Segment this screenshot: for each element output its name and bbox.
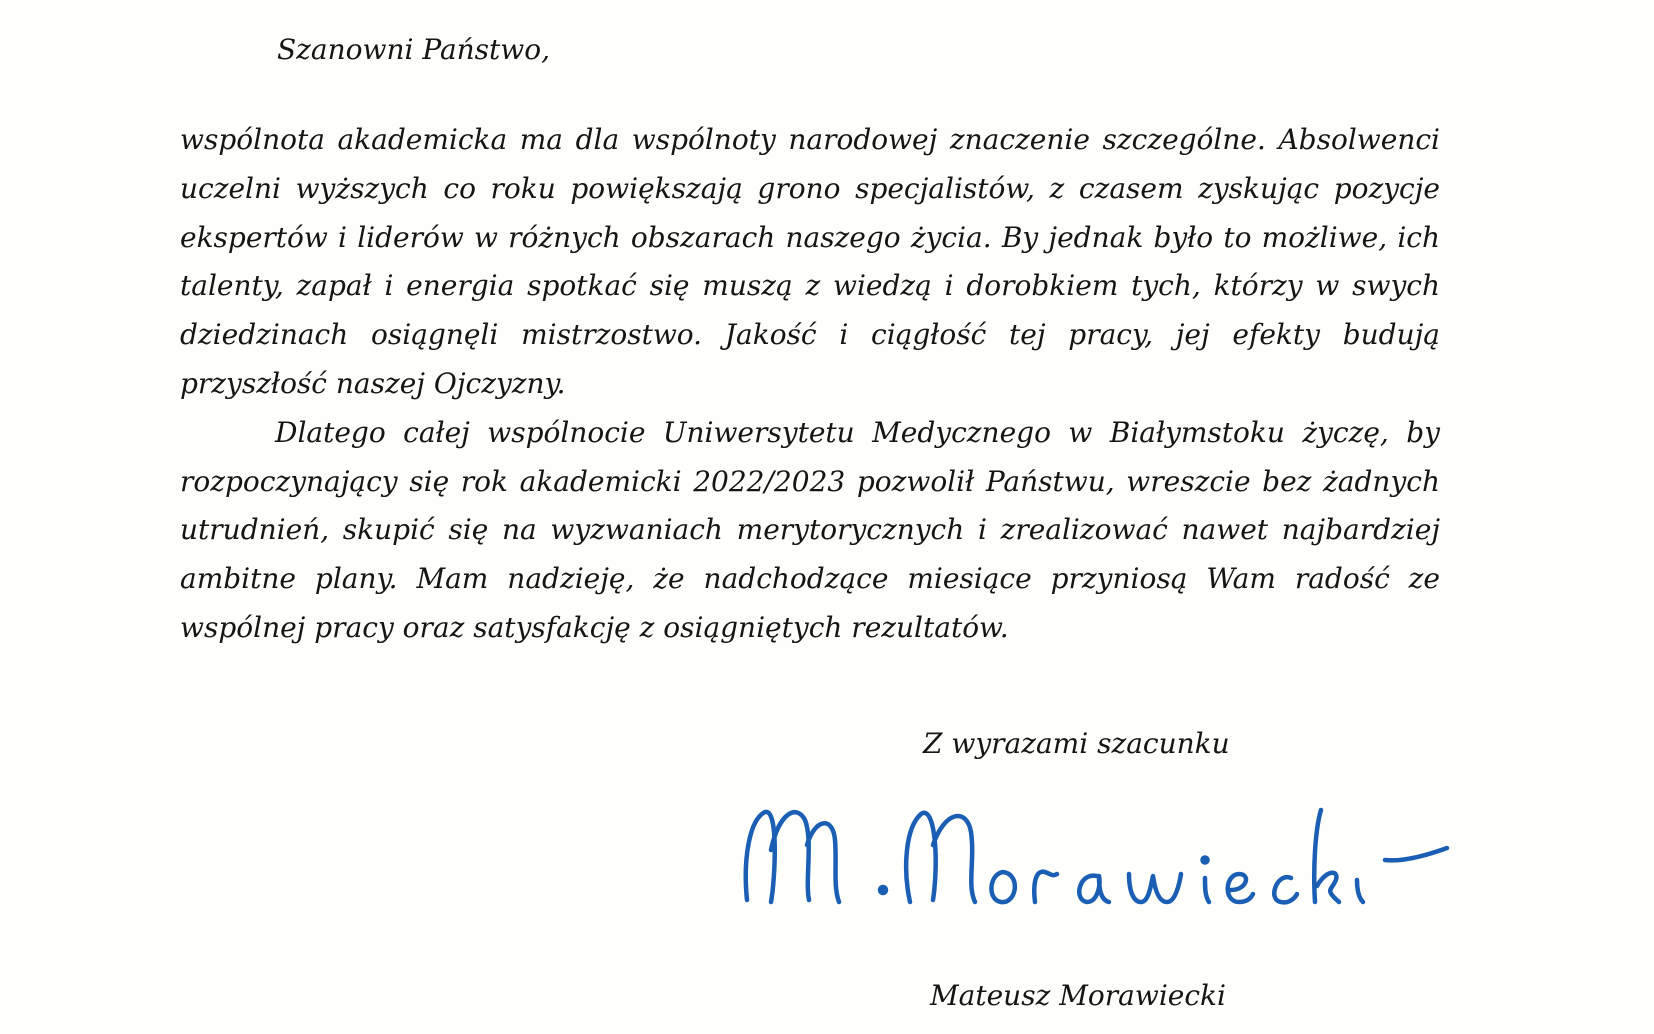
letter-body — [180, 116, 1440, 653]
body-paragraph-2: Dlatego całej wspólnocie Uniwersytetu Medycznego w Białymstoku życzę, by rozpoczynający się rok akademicki 2022/2023 pozwolił Państwu, wreszcie bez żadnych utrudnień, skupić się na wyzwaniach merytorycznych i zrealizować nawet najbardziej ambitne plany. Mam nadzieję, że nadchodzące miesiące przyniosą Wam radość ze wspólnej pracy oraz satysfakcję z osiągniętych rezultatów. — [180, 415, 1440, 644]
handwritten-signature — [735, 790, 1455, 925]
closing-phrase: Z wyrazami szacunku — [923, 727, 1230, 760]
body-paragraph-1: wspólnota akademicka ma dla wspólnoty narodowej znaczenie szczególne. Absolwenci uczelni wyższych co roku powiększają grono specjalistów, z czasem zyskując pozycje ekspertów i liderów w różnych obszarach naszego życia. By jednak było to możliwe, ich talenty, zapał i energia spotkać się muszą z wiedzą i dorobkiem tych, którzy w swych dziedzinach osiągnęli mistrzostwo. Jakość i ciągłość tej pracy, jej efekty budują przyszłość naszej Ojczyzny. — [180, 123, 1440, 400]
signer-name: Mateusz Morawiecki — [930, 979, 1226, 1012]
salutation: Szanowni Państwo, — [277, 33, 551, 66]
